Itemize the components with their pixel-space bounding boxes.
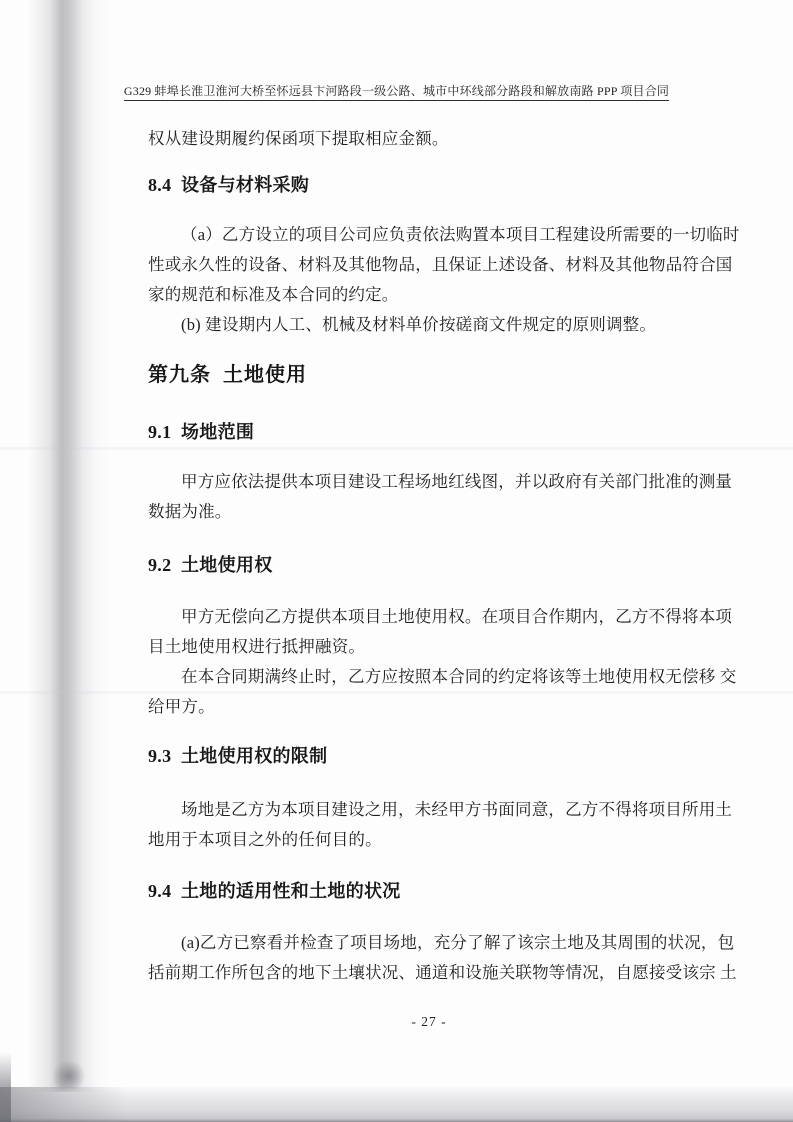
paragraph-line: 甲方无偿向乙方提供本项目土地使用权。在项目合作期内，乙方不得将本项	[181, 607, 733, 626]
page-number: - 27 -	[411, 1014, 447, 1029]
paragraph-8-4-b	[148, 310, 710, 340]
paragraph-line: (a)乙方已察看并检查了项目场地，充分了解了该宗土地及其周围的状况，包	[181, 933, 735, 952]
paragraph-line: 目土地使用权进行抵押融资。	[148, 637, 366, 656]
paragraph-line: 甲方应依法提供本项目建设工程场地红线图，并以政府有关部门批准的测量	[181, 472, 733, 491]
scan-left-edge-dark	[0, 1052, 11, 1122]
paragraph-9-2-1	[148, 602, 733, 662]
paragraph-line: (b) 建设期内人工、机械及材料单价按磋商文件规定的原则调整。	[181, 315, 657, 334]
paragraph-line: 家的规范和标准及本合同的约定。	[148, 285, 399, 304]
paragraph-line: 数据为准。	[148, 502, 232, 521]
paragraph-line: 给甲方。	[148, 697, 215, 716]
paragraph-line: 权从建设期履约保函项下提取相应金额。	[148, 129, 449, 148]
paragraph-carryover	[148, 124, 710, 154]
scan-smudge	[52, 1060, 86, 1092]
section-heading-8-4: 8.4 设备与材料采购	[148, 175, 310, 195]
scan-binding-shadow	[28, 0, 112, 1092]
running-header-text: G329 蚌埠长淮卫淮河大桥至怀远县卞河路段一级公路、城市中环线部分路段和解放南路 PPP 项目合同	[124, 84, 669, 101]
paragraph-9-1	[148, 467, 733, 527]
paragraph-9-2-2	[148, 662, 737, 722]
paragraph-line: 场地是乙方为本项目建设之用，未经甲方书面同意，乙方不得将项目所用土	[181, 800, 733, 819]
paragraph-8-4-a	[148, 220, 740, 310]
section-heading-9-3: 9.3 土地使用权的限制	[148, 746, 328, 766]
paragraph-9-4	[148, 928, 737, 988]
paragraph-line: 性或永久性的设备、材料及其他物品，且保证上述设备、材料及其他物品符合国	[148, 255, 733, 274]
section-heading-9-1: 9.1 场地范围	[148, 422, 255, 442]
article-heading-9: 第九条 土地使用	[148, 364, 307, 386]
section-heading-9-4: 9.4 土地的适用性和土地的状况	[148, 881, 401, 901]
paragraph-line: 地用于本项目之外的任何目的。	[148, 830, 382, 849]
paragraph-line: （a）乙方设立的项目公司应负责依法购置本项目工程建设所需要的一切临时	[181, 225, 740, 244]
paragraph-line: 括前期工作所包含的地下土壤状况、通道和设施关联物等情况，自愿接受该宗 土	[148, 963, 737, 982]
document-content	[148, 0, 740, 1122]
section-heading-9-2: 9.2 土地使用权	[148, 555, 273, 575]
paragraph-line: 在本合同期满终止时，乙方应按照本合同的约定将该等土地使用权无偿移 交	[181, 667, 737, 686]
paragraph-9-3	[148, 795, 733, 855]
